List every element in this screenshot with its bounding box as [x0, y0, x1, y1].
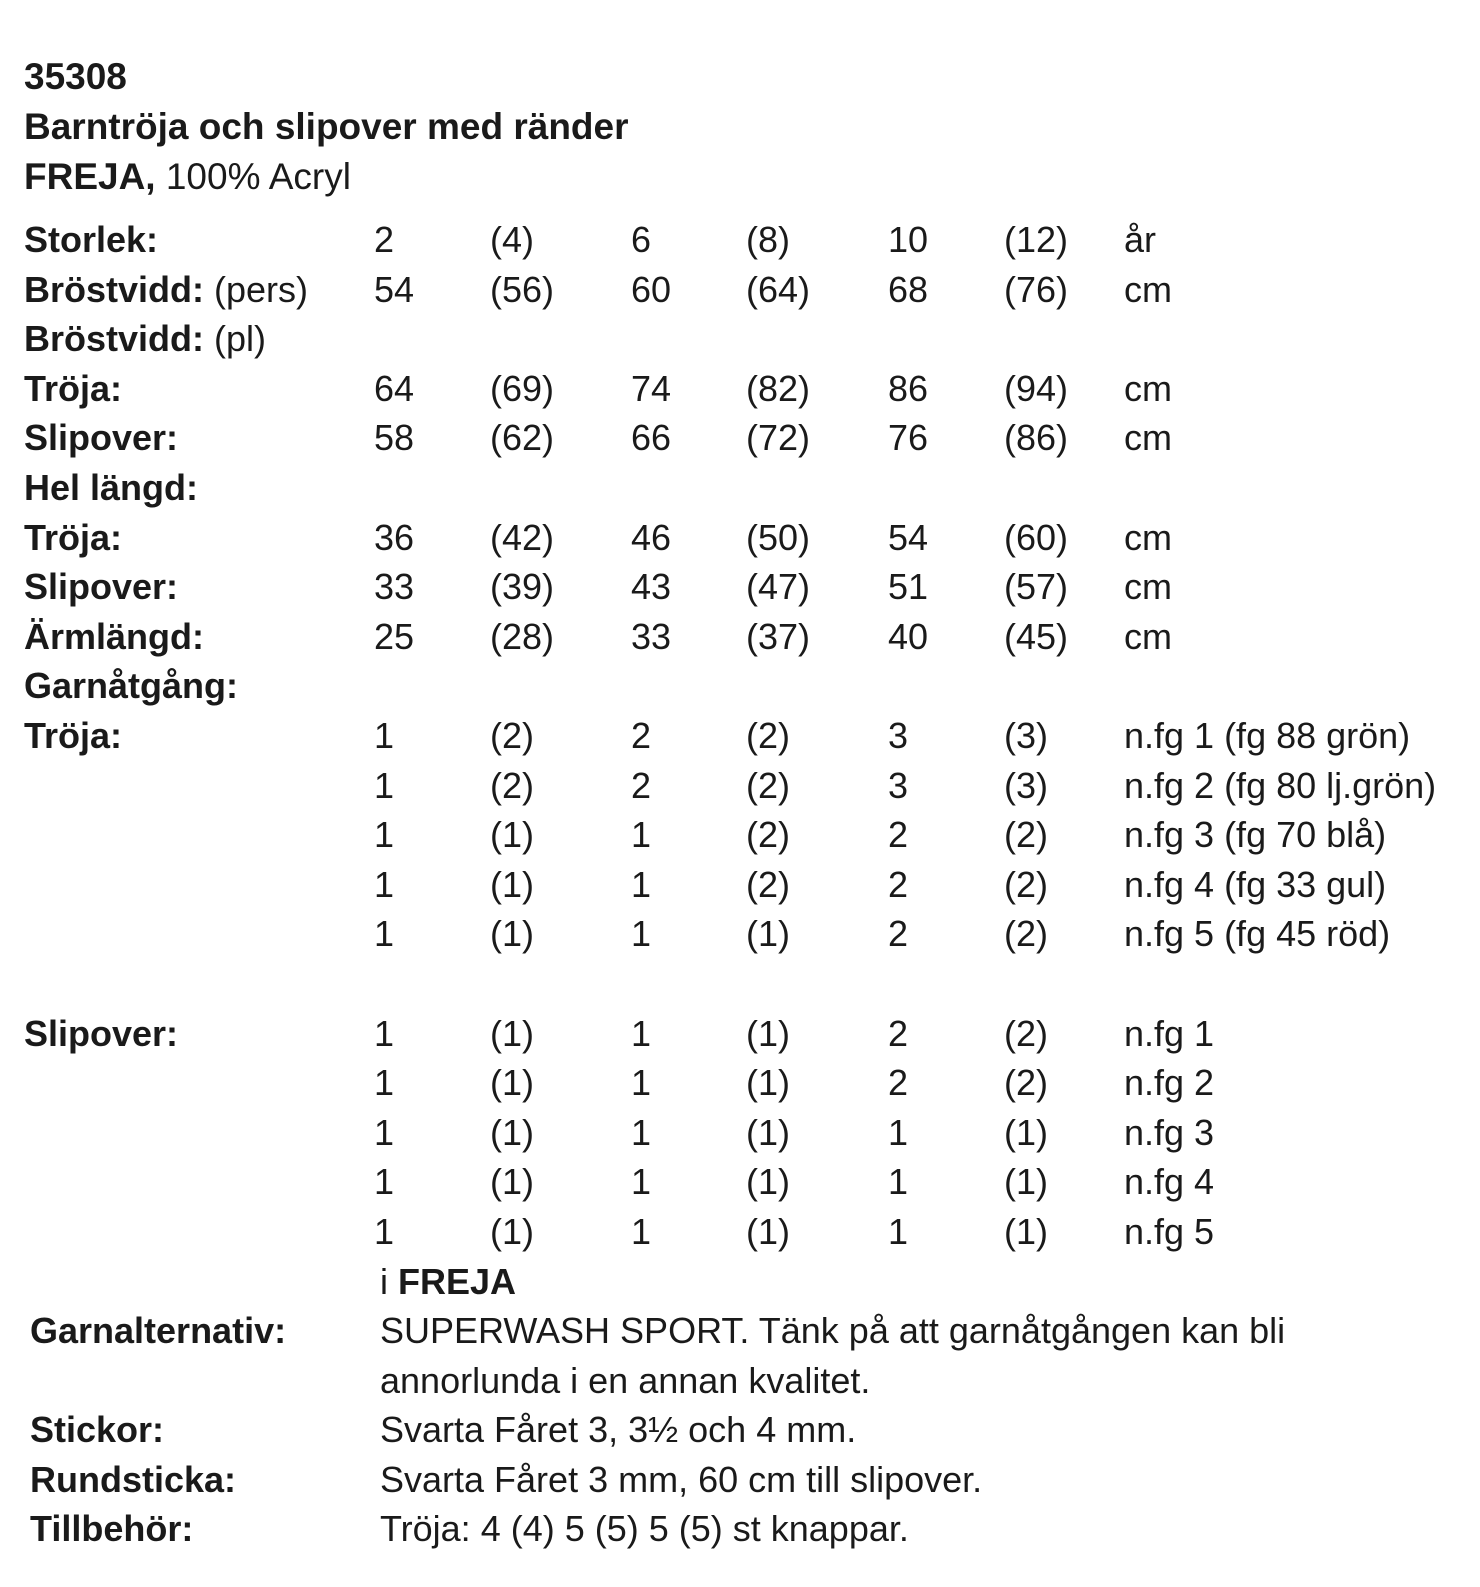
needles-label: Stickor:	[30, 1409, 165, 1451]
yarn-line	[24, 152, 629, 202]
size-value-cell: 1	[374, 863, 395, 905]
row-label-text: Ärmlängd:	[24, 615, 204, 657]
alternative-line	[30, 1306, 1470, 1355]
yarn-fiber: 100% Acryl	[165, 156, 351, 197]
row-unit: n.fg 4	[1124, 1161, 1215, 1203]
pattern-title: Barntröja och slipover med ränder	[24, 106, 629, 147]
yarn-in-name: FREJA	[398, 1261, 517, 1302]
size-value-cell: (39)	[490, 566, 555, 608]
size-value-cell: 2	[888, 1061, 909, 1103]
materials-info	[30, 1257, 1470, 1553]
size-table-row	[24, 810, 1474, 860]
size-table-row	[24, 314, 1474, 364]
size-table	[24, 215, 1474, 1256]
row-label	[24, 215, 158, 265]
size-value-cell: 1	[631, 1210, 652, 1252]
size-value-cell: 36	[374, 516, 415, 558]
size-value-cell: (2)	[746, 764, 790, 806]
size-value-cell: (1)	[746, 1161, 790, 1203]
row-label-text: Slipover:	[24, 417, 179, 459]
row-label-text: Garnåtgång:	[24, 665, 239, 707]
row-unit: år	[1124, 219, 1157, 260]
size-value-cell: 2	[374, 219, 395, 260]
size-value-cell: (2)	[1004, 1061, 1048, 1103]
size-value-cell: 1	[888, 1161, 909, 1203]
size-value-cell: 1	[631, 1161, 652, 1203]
size-table-row	[24, 612, 1474, 662]
size-value-cell: 1	[631, 1061, 652, 1103]
row-label	[24, 513, 122, 563]
size-value-cell: (2)	[1004, 913, 1048, 955]
alternative-text-1: SUPERWASH SPORT. Tänk på att garnåtgången kan bli	[380, 1310, 1286, 1352]
size-value-cell: 1	[374, 814, 395, 856]
size-value-cell: (2)	[746, 863, 790, 905]
size-table-row	[24, 1108, 1474, 1158]
size-value-cell: (1)	[490, 1061, 534, 1103]
size-value-cell: 10	[888, 219, 929, 260]
size-value-cell: 3	[888, 764, 909, 806]
size-value-cell: 68	[888, 268, 929, 310]
size-value-cell: (8)	[746, 219, 790, 260]
size-value-cell: 2	[888, 1012, 909, 1054]
size-value-cell: (1)	[746, 1012, 790, 1054]
size-value-cell: 1	[631, 913, 652, 955]
size-value-cell: (2)	[1004, 863, 1048, 905]
row-unit: n.fg 1 (fg 88 grön)	[1124, 714, 1411, 756]
row-label-suffix: (pers)	[204, 268, 309, 310]
size-table-row	[24, 413, 1474, 463]
row-label	[24, 463, 198, 513]
size-value-cell: 58	[374, 417, 415, 459]
size-value-cell: 2	[888, 863, 909, 905]
size-table-row	[24, 1058, 1474, 1108]
size-value-cell: 54	[888, 516, 929, 558]
circular-needle-text: Svarta Fåret 3 mm, 60 cm till slipover.	[380, 1458, 983, 1500]
size-table-row	[24, 661, 1474, 711]
size-value-cell: (1)	[490, 814, 534, 856]
yarn-name: FREJA,	[24, 156, 156, 197]
size-value-cell: 51	[888, 566, 929, 608]
size-value-cell: 1	[374, 1012, 395, 1054]
row-unit: cm	[1124, 615, 1172, 657]
size-value-cell: 6	[631, 219, 652, 260]
size-value-cell: (1)	[490, 1161, 534, 1203]
notions-text: Tröja: 4 (4) 5 (5) 5 (5) st knappar.	[380, 1507, 909, 1549]
row-label-text: Storlek:	[24, 219, 159, 260]
size-value-cell: 1	[374, 913, 395, 955]
size-table-row	[24, 959, 1474, 1058]
row-label	[24, 562, 178, 612]
size-value-cell: (57)	[1004, 566, 1069, 608]
size-value-cell: (2)	[1004, 814, 1048, 856]
size-value-cell: 60	[631, 268, 672, 310]
row-label-text: Bröstvidd:	[24, 318, 204, 360]
size-value-cell: (28)	[490, 615, 555, 657]
size-value-cell: (86)	[1004, 417, 1069, 459]
row-label	[24, 413, 178, 463]
row-unit: n.fg 1	[1124, 1012, 1215, 1054]
size-value-cell: 1	[374, 764, 395, 806]
size-value-cell: 40	[888, 615, 929, 657]
row-label-text: Tröja:	[24, 516, 123, 558]
size-value-cell: 3	[888, 714, 909, 756]
size-value-cell: (47)	[746, 566, 811, 608]
row-label-text: Bröstvidd:	[24, 268, 204, 310]
size-value-cell: 25	[374, 615, 415, 657]
size-value-cell: (3)	[1004, 714, 1048, 756]
row-label-text: Slipover:	[24, 566, 179, 608]
row-label	[24, 265, 308, 315]
size-value-cell: 43	[631, 566, 672, 608]
size-value-cell: (50)	[746, 516, 811, 558]
size-value-cell: 86	[888, 367, 929, 409]
size-value-cell: (60)	[1004, 516, 1069, 558]
row-label	[24, 314, 266, 364]
row-unit: n.fg 4 (fg 33 gul)	[1124, 863, 1387, 905]
row-label-text: Tröja:	[24, 367, 123, 409]
size-value-cell: (2)	[490, 764, 534, 806]
row-unit: n.fg 3 (fg 70 blå)	[1124, 814, 1387, 856]
yarn-in-prefix: i	[380, 1261, 398, 1302]
size-value-cell: (1)	[490, 1111, 534, 1153]
size-value-cell: (3)	[1004, 764, 1048, 806]
row-unit: cm	[1124, 516, 1172, 558]
size-value-cell: (76)	[1004, 268, 1069, 310]
size-value-cell: (82)	[746, 367, 811, 409]
pattern-number: 35308	[24, 56, 127, 97]
alternative-text-2: annorlunda i en annan kvalitet.	[380, 1359, 871, 1401]
yarn-in-line	[30, 1257, 1470, 1306]
size-value-cell: 33	[631, 615, 672, 657]
size-value-cell: 1	[631, 1111, 652, 1153]
alternative-line-2	[30, 1356, 1470, 1405]
row-label-text: Tröja:	[24, 714, 123, 756]
size-table-row	[24, 909, 1474, 959]
size-value-cell: 2	[631, 714, 652, 756]
size-value-cell: 2	[888, 913, 909, 955]
size-table-row	[24, 761, 1474, 811]
row-unit: cm	[1124, 566, 1172, 608]
size-table-row	[24, 1207, 1474, 1257]
size-value-cell: 2	[888, 814, 909, 856]
size-value-cell: (69)	[490, 367, 555, 409]
size-value-cell: (1)	[490, 863, 534, 905]
row-unit: cm	[1124, 268, 1172, 310]
size-value-cell: 66	[631, 417, 672, 459]
row-label	[24, 711, 122, 761]
alternative-label: Garnalternativ:	[30, 1310, 287, 1352]
size-value-cell: 1	[631, 1012, 652, 1054]
size-value-cell: 2	[631, 764, 652, 806]
size-value-cell: (2)	[746, 814, 790, 856]
size-table-row	[24, 711, 1474, 761]
size-value-cell: 1	[374, 1111, 395, 1153]
size-value-cell: (1)	[746, 1210, 790, 1252]
size-value-cell: (1)	[490, 913, 534, 955]
size-value-cell: 1	[888, 1111, 909, 1153]
size-table-row	[24, 215, 1474, 265]
size-table-row	[24, 265, 1474, 315]
row-label-text: Hel längd:	[24, 466, 199, 508]
size-value-cell: (64)	[746, 268, 811, 310]
size-value-cell: (1)	[746, 913, 790, 955]
size-value-cell: 76	[888, 417, 929, 459]
size-value-cell: (2)	[490, 714, 534, 756]
size-value-cell: 64	[374, 367, 415, 409]
size-value-cell: (94)	[1004, 367, 1069, 409]
size-table-row	[24, 562, 1474, 612]
size-table-row	[24, 860, 1474, 910]
size-value-cell: (2)	[746, 714, 790, 756]
size-table-row	[24, 364, 1474, 414]
row-unit: n.fg 2 (fg 80 lj.grön)	[1124, 764, 1437, 806]
row-unit: n.fg 2	[1124, 1061, 1215, 1103]
row-unit: n.fg 5	[1124, 1210, 1215, 1252]
circular-needle-label: Rundsticka:	[30, 1458, 237, 1500]
size-value-cell: (1)	[1004, 1210, 1048, 1252]
size-value-cell: (37)	[746, 615, 811, 657]
notions-line	[30, 1504, 1470, 1553]
pattern-header	[24, 52, 629, 202]
size-value-cell: 1	[631, 863, 652, 905]
size-value-cell: (1)	[746, 1111, 790, 1153]
size-value-cell: (12)	[1004, 219, 1069, 260]
row-unit: n.fg 5 (fg 45 röd)	[1124, 913, 1391, 955]
size-value-cell: (1)	[1004, 1161, 1048, 1203]
row-unit: n.fg 3	[1124, 1111, 1215, 1153]
size-value-cell: 1	[374, 1061, 395, 1103]
row-label	[24, 1009, 178, 1059]
size-value-cell: (4)	[490, 219, 534, 260]
needles-text: Svarta Fåret 3, 3½ och 4 mm.	[380, 1409, 857, 1451]
row-label	[24, 661, 238, 711]
size-value-cell: 1	[374, 1161, 395, 1203]
size-value-cell: (2)	[1004, 1012, 1048, 1054]
size-value-cell: (72)	[746, 417, 811, 459]
size-value-cell: (1)	[490, 1012, 534, 1054]
size-value-cell: 1	[631, 814, 652, 856]
size-value-cell: (42)	[490, 516, 555, 558]
size-value-cell: (62)	[490, 417, 555, 459]
size-value-cell: 33	[374, 566, 415, 608]
size-value-cell: 1	[374, 714, 395, 756]
size-value-cell: 54	[374, 268, 415, 310]
circular-needle-line	[30, 1455, 1470, 1504]
size-table-row	[24, 513, 1474, 563]
size-value-cell: (45)	[1004, 615, 1069, 657]
size-value-cell: (1)	[746, 1061, 790, 1103]
notions-label: Tillbehör:	[30, 1507, 194, 1549]
size-value-cell: 46	[631, 516, 672, 558]
row-unit: cm	[1124, 367, 1172, 409]
row-label	[24, 364, 122, 414]
row-label-text: Slipover:	[24, 1012, 179, 1054]
row-label-suffix: (pl)	[204, 318, 266, 360]
size-value-cell: (56)	[490, 268, 555, 310]
size-value-cell: 74	[631, 367, 672, 409]
size-value-cell: (1)	[490, 1210, 534, 1252]
row-unit: cm	[1124, 417, 1172, 459]
size-value-cell: 1	[888, 1210, 909, 1252]
row-label	[24, 612, 204, 662]
size-value-cell: (1)	[1004, 1111, 1048, 1153]
size-table-row	[24, 463, 1474, 513]
size-value-cell: 1	[374, 1210, 395, 1252]
size-table-row	[24, 1157, 1474, 1207]
needles-line	[30, 1405, 1470, 1454]
